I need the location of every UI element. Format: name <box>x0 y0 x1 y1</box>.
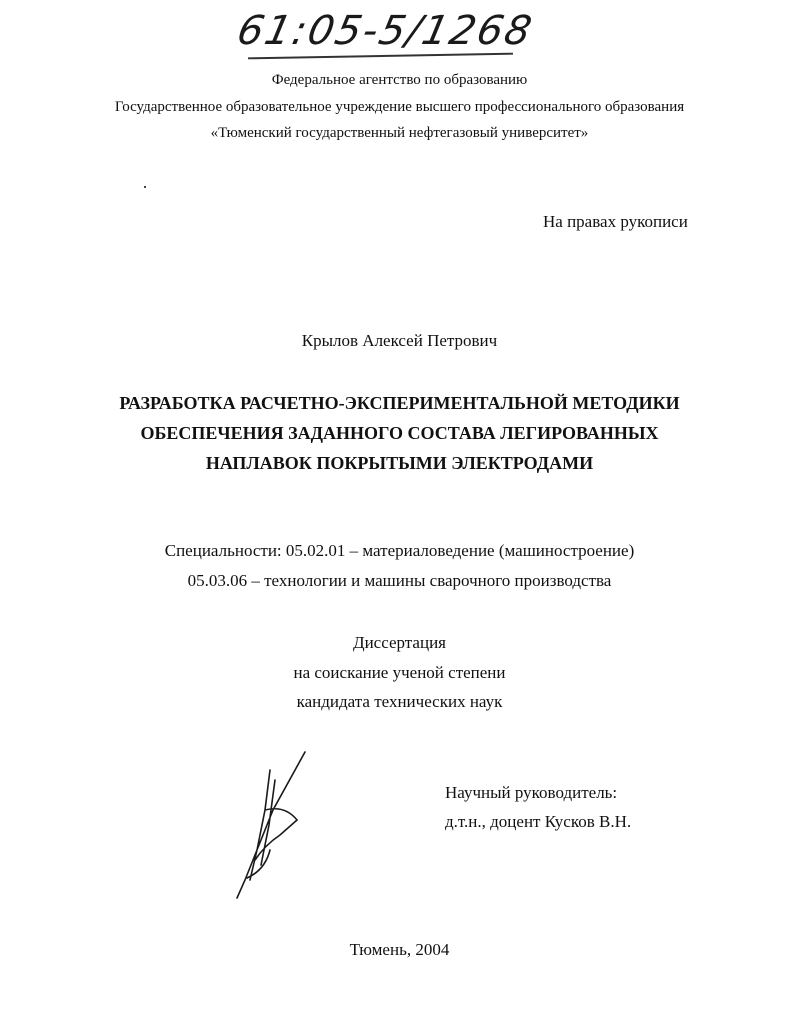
supervisor-label: Научный руководитель: <box>445 783 618 802</box>
thesis-title-line-2: ОБЕСПЕЧЕНИЯ ЗАДАННОГО СОСТАВА ЛЕГИРОВАННЫХ <box>140 423 659 443</box>
thesis-title-line-1: РАЗРАБОТКА РАСЧЕТНО-ЭКСПЕРИМЕНТАЛЬНОЙ МЕТОДИКИ <box>119 393 680 413</box>
rights-note: На правах рукописи <box>543 212 688 231</box>
dissertation-line-2: на соискание ученой степени <box>293 663 506 682</box>
archive-stamp-number: 61:05-5/1268 <box>233 8 538 54</box>
author-name: Крылов Алексей Петрович <box>301 331 498 350</box>
university-line: «Тюменский государственный нефтегазовый университет» <box>210 125 589 141</box>
supervisor-name: д.т.н., доцент Кусков В.Н. <box>445 812 632 831</box>
scan-dot <box>144 186 146 188</box>
agency-line: Федеральное агентство по образованию <box>271 72 528 88</box>
dissertation-line-3: кандидата технических наук <box>296 692 503 711</box>
specialty-line-1: Специальности: 05.02.01 – материаловедение (машиностроение) <box>164 541 635 560</box>
thesis-title-line-3: НАПЛАВОК ПОКРЫТЫМИ ЭЛЕКТРОДАМИ <box>205 453 594 473</box>
institution-type-line: Государственное образовательное учреждение высшего профессионального образования <box>114 99 685 115</box>
specialty-line-2: 05.03.06 – технологии и машины сварочного производства <box>187 571 612 590</box>
signature-image <box>225 750 315 905</box>
city-year: Тюмень, 2004 <box>349 940 450 959</box>
dissertation-line-1: Диссертация <box>352 633 446 652</box>
